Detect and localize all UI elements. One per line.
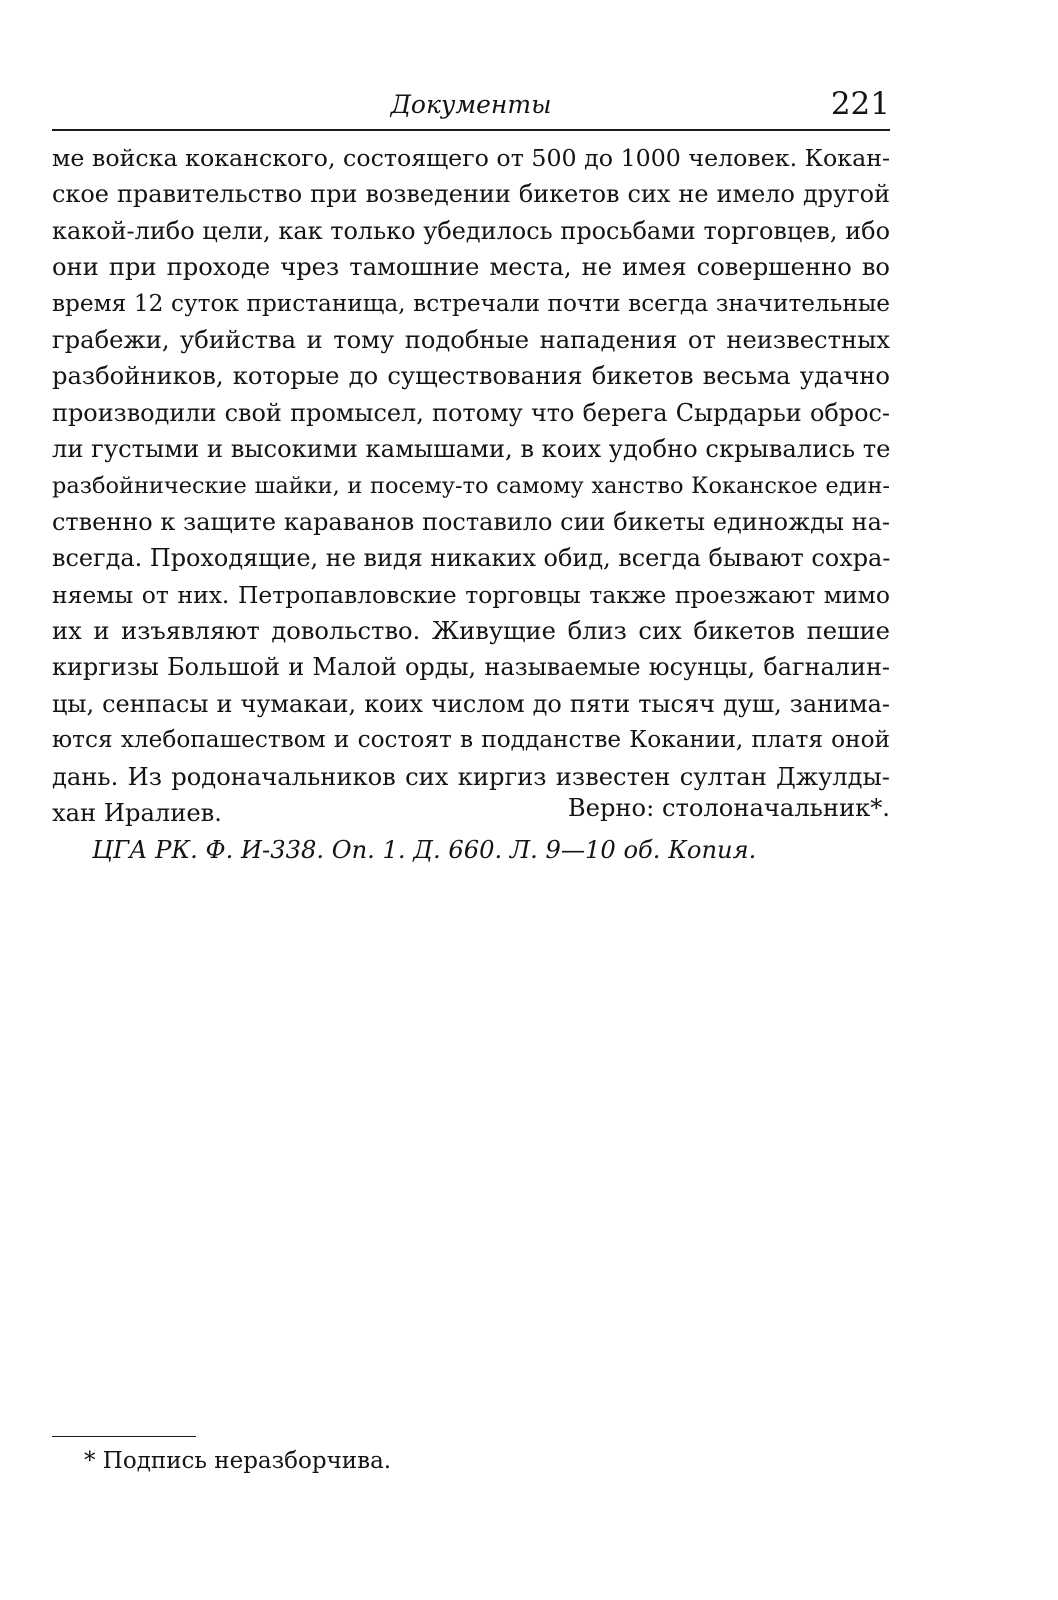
text-line: няемы от них. Петропавловские торговцы также проезжают мимо <box>52 580 890 609</box>
text-line: всегда. Проходящие, не видя никаких обид, всегда бывают сохра- <box>52 544 891 573</box>
text-line: киргизы Большой и Малой орды, называемые юсунцы, багналин- <box>52 653 890 682</box>
header-rule <box>52 129 890 131</box>
text-line: производили свой промысел, потому что берега Сырдарьи оброс- <box>52 398 890 427</box>
running-head-title: Документы <box>390 90 552 119</box>
footnote: * Подпись неразборчива. <box>84 1448 392 1474</box>
body-text <box>52 140 890 831</box>
text-line: разбойнические шайки, и посему-то самому ханство Коканское един- <box>52 472 890 499</box>
text-line: они при проходе чрез тамошние места, не имея совершенно во <box>52 253 890 282</box>
text-line: грабежи, убийства и тому подобные нападения от неизвестных <box>52 325 890 354</box>
text-line: цы, сенпасы и чумакаи, коих числом до пяти тысяч душ, занима- <box>52 689 890 718</box>
text-line: время 12 суток пристанища, встречали почти всегда значительные <box>52 289 890 317</box>
running-head <box>52 86 890 128</box>
signature-line: Верно: столоначальник*. <box>567 794 890 822</box>
text-line: ли густыми и высокими камышами, в коих удобно скрывались те <box>52 435 891 464</box>
text-line: ственно к защите караванов поставило сии бикеты единожды на- <box>52 507 890 536</box>
page-number: 221 <box>830 86 890 122</box>
text-line: их и изъявляют довольство. Живущие близ сих бикетов пешие <box>52 617 890 646</box>
text-line: дань. Из родоначальников сих киргиз известен султан Джулды- <box>52 762 890 791</box>
text-line: какой-либо цели, как только убедилось просьбами торговцев, ибо <box>52 216 890 245</box>
text-line: хан Иралиев. <box>52 799 222 828</box>
text-line: разбойников, которые до существования бикетов весьма удачно <box>52 362 890 391</box>
archive-source-citation: ЦГА РК. Ф. И-338. Оп. 1. Д. 660. Л. 9—10 об. Копия. <box>92 836 757 864</box>
text-line: ское правительство при возведении бикетов сих не имело другой <box>52 180 890 209</box>
text-line: ме войска коканского, состоящего от 500 до 1000 человек. Кокан- <box>52 144 890 172</box>
text-line: ются хлебопашеством и состоят в подданстве Кокании, платя оной <box>52 726 890 754</box>
footnote-rule <box>52 1436 196 1437</box>
